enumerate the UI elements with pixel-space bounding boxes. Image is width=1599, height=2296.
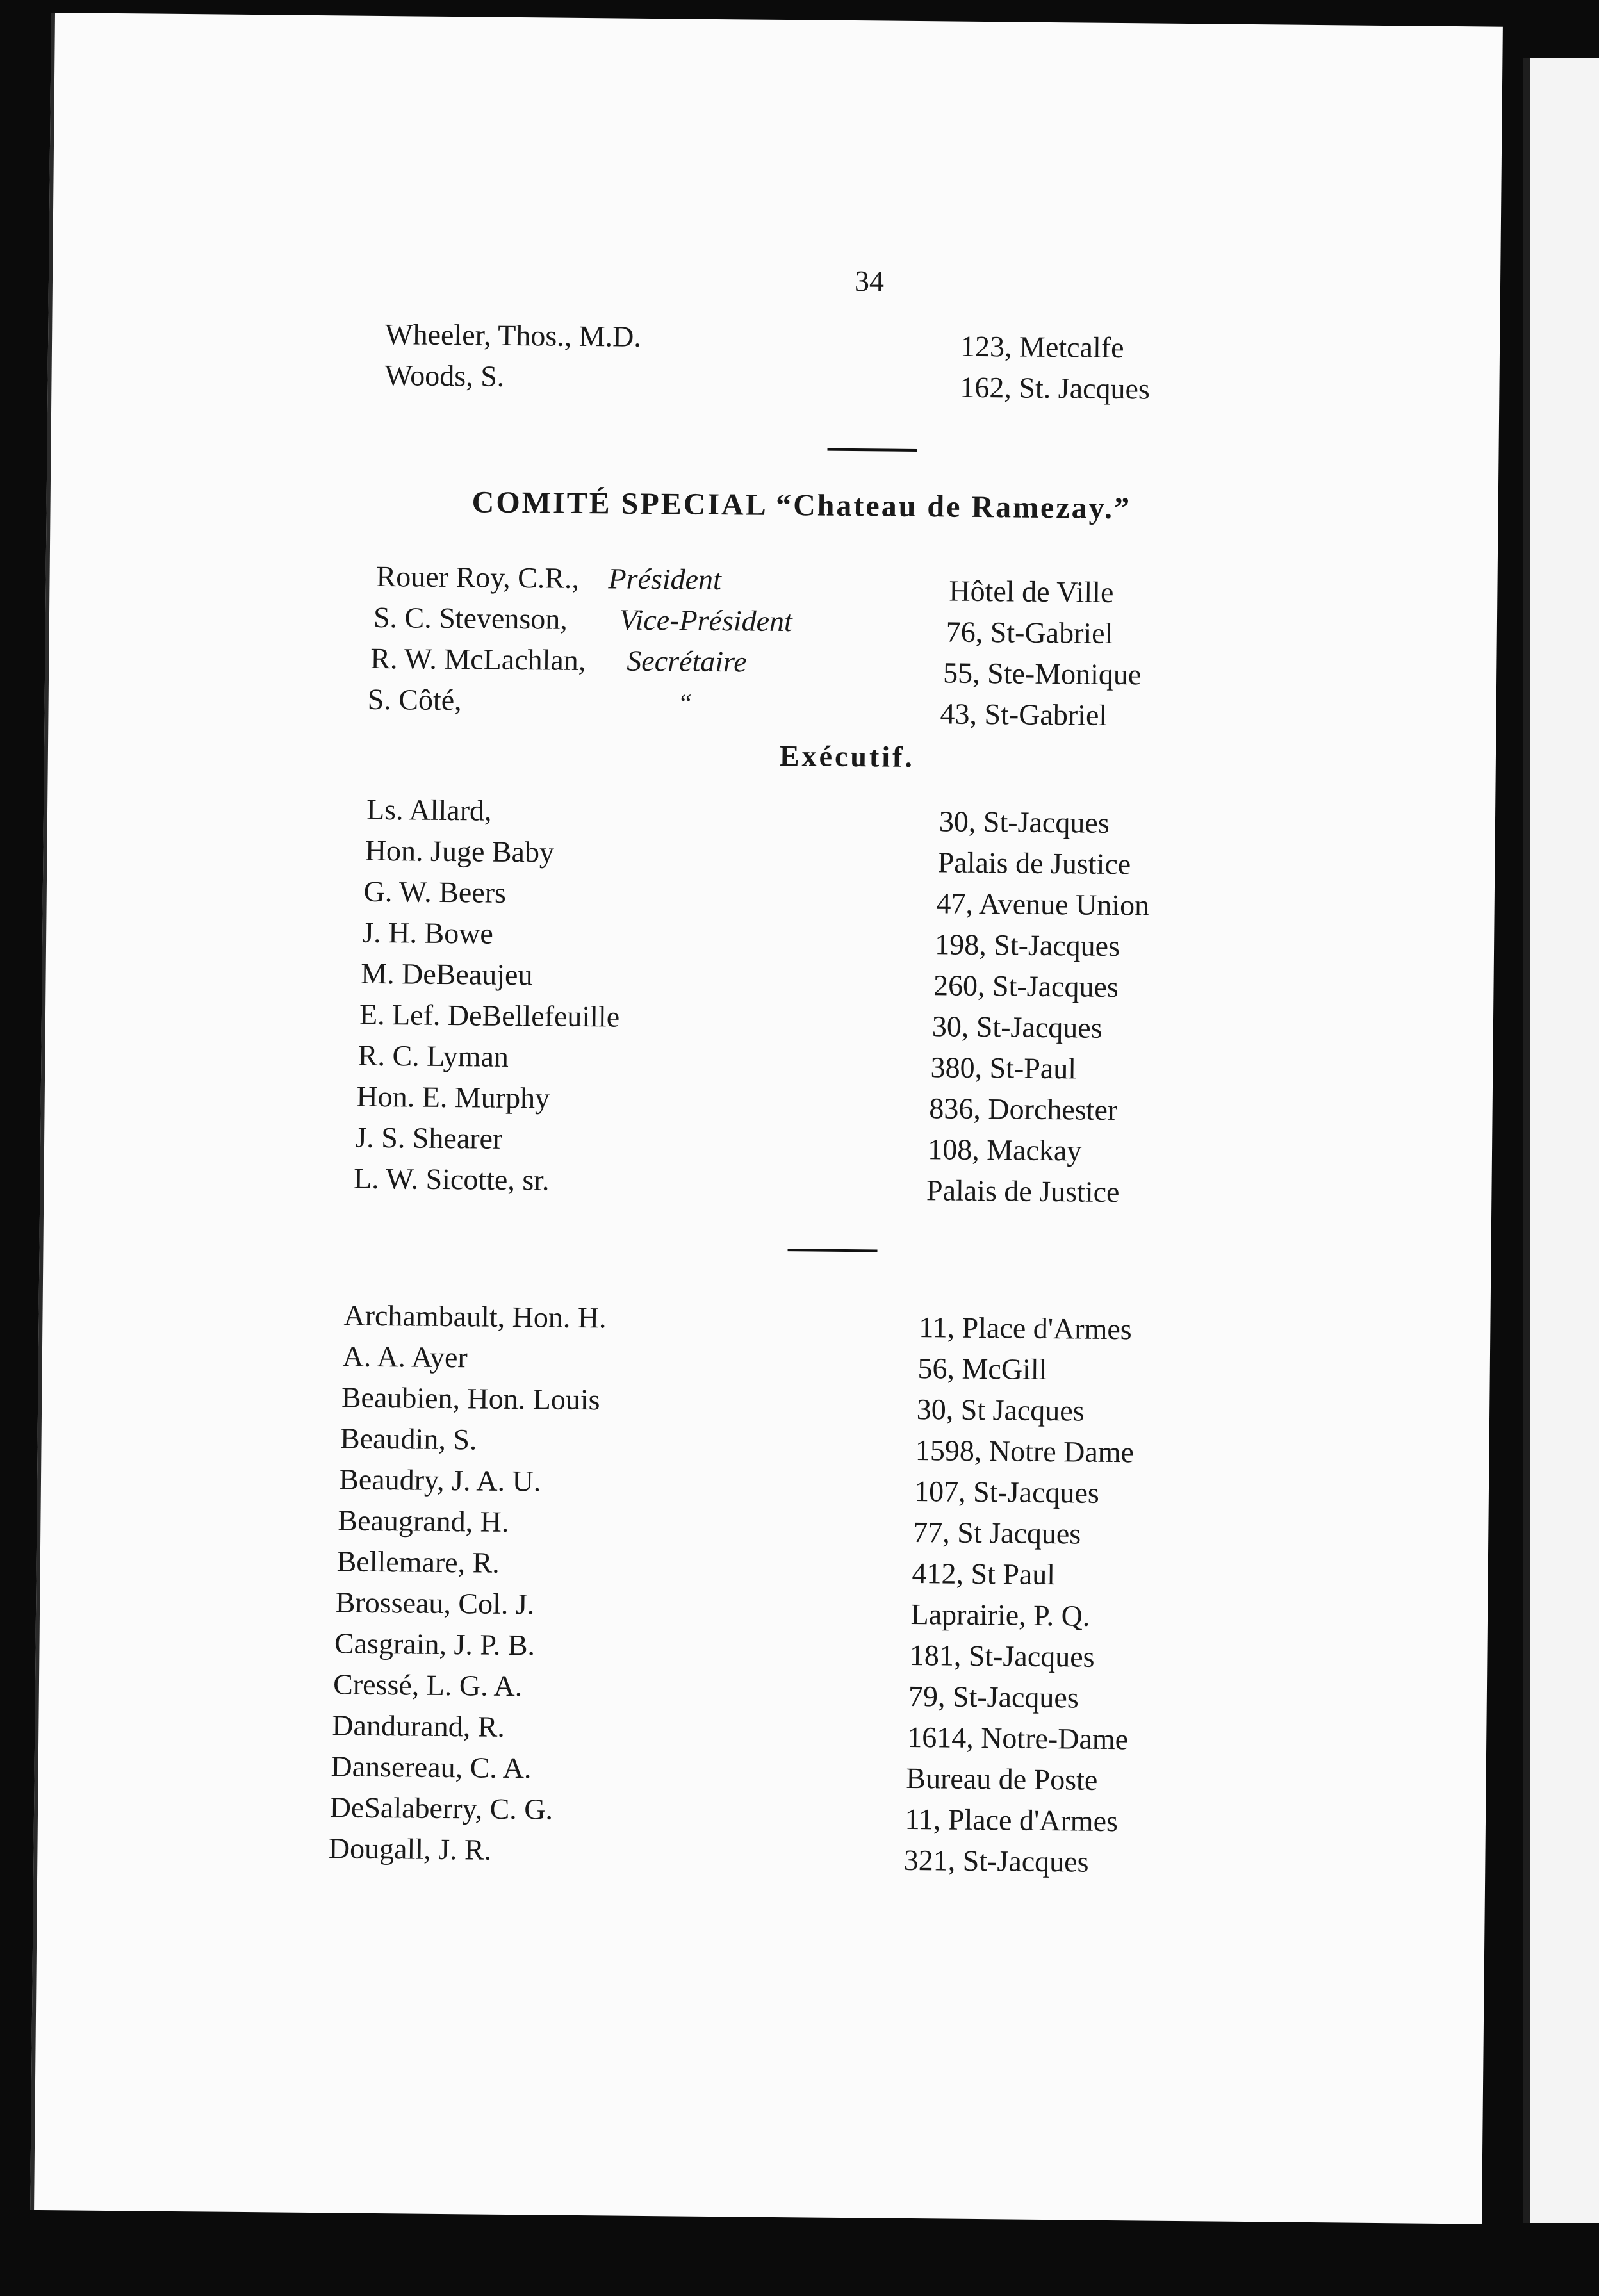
officer-address: 43, St-Gabriel xyxy=(940,697,1108,732)
ditto-mark: “ xyxy=(680,688,692,718)
entry-address: 1614, Notre-Dame xyxy=(906,1720,1129,1756)
entry-name: Archambault, Hon. H. xyxy=(343,1299,607,1334)
book-page xyxy=(30,13,1503,2224)
entry-address: 30, St-Jacques xyxy=(931,1010,1103,1044)
entry-address: 11, Place d'Armes xyxy=(919,1311,1132,1346)
entry-name: Dougall, J. R. xyxy=(328,1832,492,1866)
entry-address: 79, St-Jacques xyxy=(908,1679,1079,1714)
entry-name: R. C. Lyman xyxy=(357,1038,509,1073)
entry-address: 1598, Notre Dame xyxy=(915,1434,1135,1469)
entry-name: L. W. Sicotte, sr. xyxy=(353,1161,550,1197)
entry-name: A. A. Ayer xyxy=(342,1340,468,1374)
entry-name: Beaudin, S. xyxy=(340,1422,477,1456)
officer-role: Vice-Président xyxy=(619,603,793,638)
entry-address: 380, St-Paul xyxy=(930,1051,1077,1085)
divider-1 xyxy=(827,448,917,452)
entry-address: 836, Dorchester xyxy=(929,1092,1118,1127)
entry-name: J. S. Shearer xyxy=(355,1120,503,1155)
entry-name: Ls. Allard, xyxy=(366,792,492,827)
entry-address: 162, St. Jacques xyxy=(960,370,1151,406)
entry-name: G. W. Beers xyxy=(363,874,507,909)
entry-address: Palais de Justice xyxy=(926,1174,1120,1209)
entry-address: 56, McGill xyxy=(917,1352,1047,1386)
entry-name: Dandurand, R. xyxy=(332,1709,505,1743)
entry-address: 123, Metcalfe xyxy=(960,329,1124,365)
entry-address: 47, Avenue Union xyxy=(936,887,1150,922)
officer-address: 55, Ste-Monique xyxy=(942,656,1142,691)
entry-address: 107, St-Jacques xyxy=(914,1475,1100,1509)
entry-address: 260, St-Jacques xyxy=(933,969,1119,1004)
entry-name: Cressé, L. G. A. xyxy=(332,1668,523,1703)
officer-role: Président xyxy=(608,562,722,596)
entry-name: M. DeBeaujeu xyxy=(360,956,533,992)
entry-address: 181, St-Jacques xyxy=(909,1638,1095,1673)
entry-name: Casgrain, J. P. B. xyxy=(334,1627,536,1662)
entry-address: 30, St-Jacques xyxy=(939,805,1110,839)
entry-address: 198, St-Jacques xyxy=(935,928,1120,963)
entry-name: Dansereau, C. A. xyxy=(331,1750,532,1785)
entry-name: Wheeler, Thos., M.D. xyxy=(384,318,642,353)
officer-name: S. Côté, xyxy=(367,682,462,717)
entry-name: Brosseau, Col. J. xyxy=(335,1586,535,1621)
entry-address: 30, St Jacques xyxy=(916,1393,1085,1427)
entry-address: 108, Mackay xyxy=(927,1133,1082,1167)
officer-address: Hôtel de Ville xyxy=(949,574,1114,609)
entry-address: 11, Place d'Armes xyxy=(905,1802,1119,1838)
entry-name: Bellemare, R. xyxy=(336,1545,500,1579)
entry-address: 412, St Paul xyxy=(912,1557,1056,1591)
entry-address: Palais de Justice xyxy=(937,846,1131,881)
entry-name: Beaugrand, H. xyxy=(338,1504,509,1538)
officer-name: R. W. McLachlan, xyxy=(370,641,586,677)
entry-name: Beaubien, Hon. Louis xyxy=(341,1381,600,1416)
entry-address: 321, St-Jacques xyxy=(903,1843,1089,1878)
entry-name: E. Lef. DeBellefeuille xyxy=(359,997,620,1033)
entry-name: J. H. Bowe xyxy=(362,915,494,950)
entry-address: 77, St Jacques xyxy=(913,1516,1081,1550)
officer-name: Rouer Roy, C.R., xyxy=(376,559,580,594)
entry-address: Laprairie, P. Q. xyxy=(910,1597,1090,1632)
entry-address: Bureau de Poste xyxy=(906,1761,1098,1796)
committee-title: COMITÉ SPECIAL “Chateau de Ramezay.” xyxy=(472,485,1132,526)
entry-name: DeSalaberry, C. G. xyxy=(329,1791,554,1826)
executif-title: Exécutif. xyxy=(779,739,915,773)
officer-role: Secrétaire xyxy=(627,644,747,678)
page-number: 34 xyxy=(854,265,885,298)
adjacent-page-edge xyxy=(1523,58,1599,2223)
officer-name: S. C. Stevenson, xyxy=(373,600,568,636)
divider-2 xyxy=(787,1249,877,1252)
entry-name: Beaudry, J. A. U. xyxy=(338,1463,541,1498)
entry-name: Woods, S. xyxy=(384,359,505,393)
entry-name: Hon. E. Murphy xyxy=(356,1079,550,1115)
officer-address: 76, St-Gabriel xyxy=(946,615,1113,650)
entry-name: Hon. Juge Baby xyxy=(365,833,555,869)
